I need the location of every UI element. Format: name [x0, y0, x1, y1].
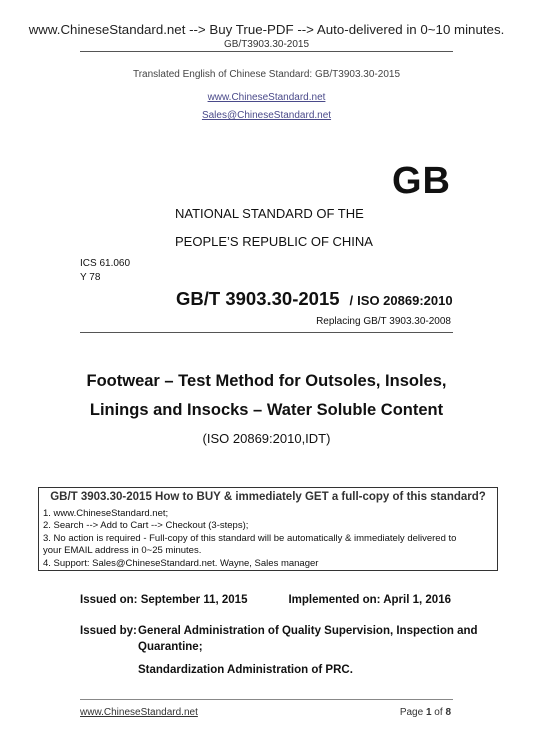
buy-info-item: 3. No action is required - Full-copy of this standard will be automatically & immediately delivered to [43, 532, 457, 544]
issued-by-line3: Standardization Administration of PRC. [138, 664, 353, 676]
national-standard-line2: PEOPLE’S REPUBLIC OF CHINA [175, 234, 373, 249]
buy-info-item: your EMAIL address in 0~25 minutes. [43, 545, 202, 557]
standard-separator: / [349, 293, 354, 308]
buy-info-list [43, 508, 456, 570]
gb-mark: GB [392, 160, 451, 202]
page-total: 8 [445, 707, 451, 718]
iso-number: ISO 20869:2010 [357, 293, 453, 308]
issued-by-line2: Quarantine; [138, 641, 203, 653]
header-divider [80, 51, 453, 52]
classification-code: Y 78 [80, 272, 101, 283]
issued-by-line1: General Administration of Quality Supervision, Inspection and [138, 625, 478, 637]
page-current: 1 [425, 707, 432, 718]
ics-code: ICS 61.060 [80, 258, 131, 269]
website-link[interactable]: www.ChineseStandard.net [207, 92, 326, 103]
top-banner: www.ChineseStandard.net --> Buy True-PDF --> Auto-delivered in 0~10 minutes. [28, 22, 505, 37]
implemented-date: Implemented on: April 1, 2016 [288, 594, 451, 606]
header-standard-code: GB/T3903.30-2015 [223, 39, 310, 50]
standard-number [176, 288, 453, 310]
replacing-note: Replacing GB/T 3903.30-2008 [316, 316, 451, 327]
buy-info-item: 4. Support: Sales@ChineseStandard.net. Wayne, Sales manager [43, 557, 319, 569]
standard-divider [80, 332, 453, 333]
issued-by-label: Issued by: [80, 625, 137, 637]
issued-date: Issued on: September 11, 2015 [80, 594, 248, 606]
buy-info-item: 2. Search --> Add to Cart --> Checkout (3-steps); [43, 520, 249, 532]
page-prefix: Page [399, 707, 426, 718]
email-link[interactable]: Sales@ChineseStandard.net [201, 110, 332, 121]
website-link-row [0, 87, 533, 105]
buy-info-title: GB/T 3903.30-2015 How to BUY & immediately GET a full-copy of this standard? [50, 491, 486, 503]
page-indicator [400, 707, 451, 718]
document-title-line2: Linings and Insocks – Water Soluble Content [89, 401, 444, 419]
page-of: of [431, 707, 446, 718]
national-standard-line1: NATIONAL STANDARD OF THE [175, 206, 364, 221]
buy-info-item[interactable]: 1. www.ChineseStandard.net; [43, 508, 169, 519]
email-link-row [0, 105, 533, 123]
translated-note: Translated English of Chinese Standard: GB/T3903.30-2015 [132, 69, 401, 80]
document-subtitle: (ISO 20869:2010,IDT) [202, 431, 331, 446]
buy-info-box [38, 487, 498, 571]
document-title-line1: Footwear – Test Method for Outsoles, Insoles, [86, 372, 447, 390]
footer-website-link[interactable]: www.ChineseStandard.net [80, 707, 198, 718]
footer-divider [80, 699, 453, 700]
gb-number: GB/T 3903.30-2015 [176, 288, 340, 309]
